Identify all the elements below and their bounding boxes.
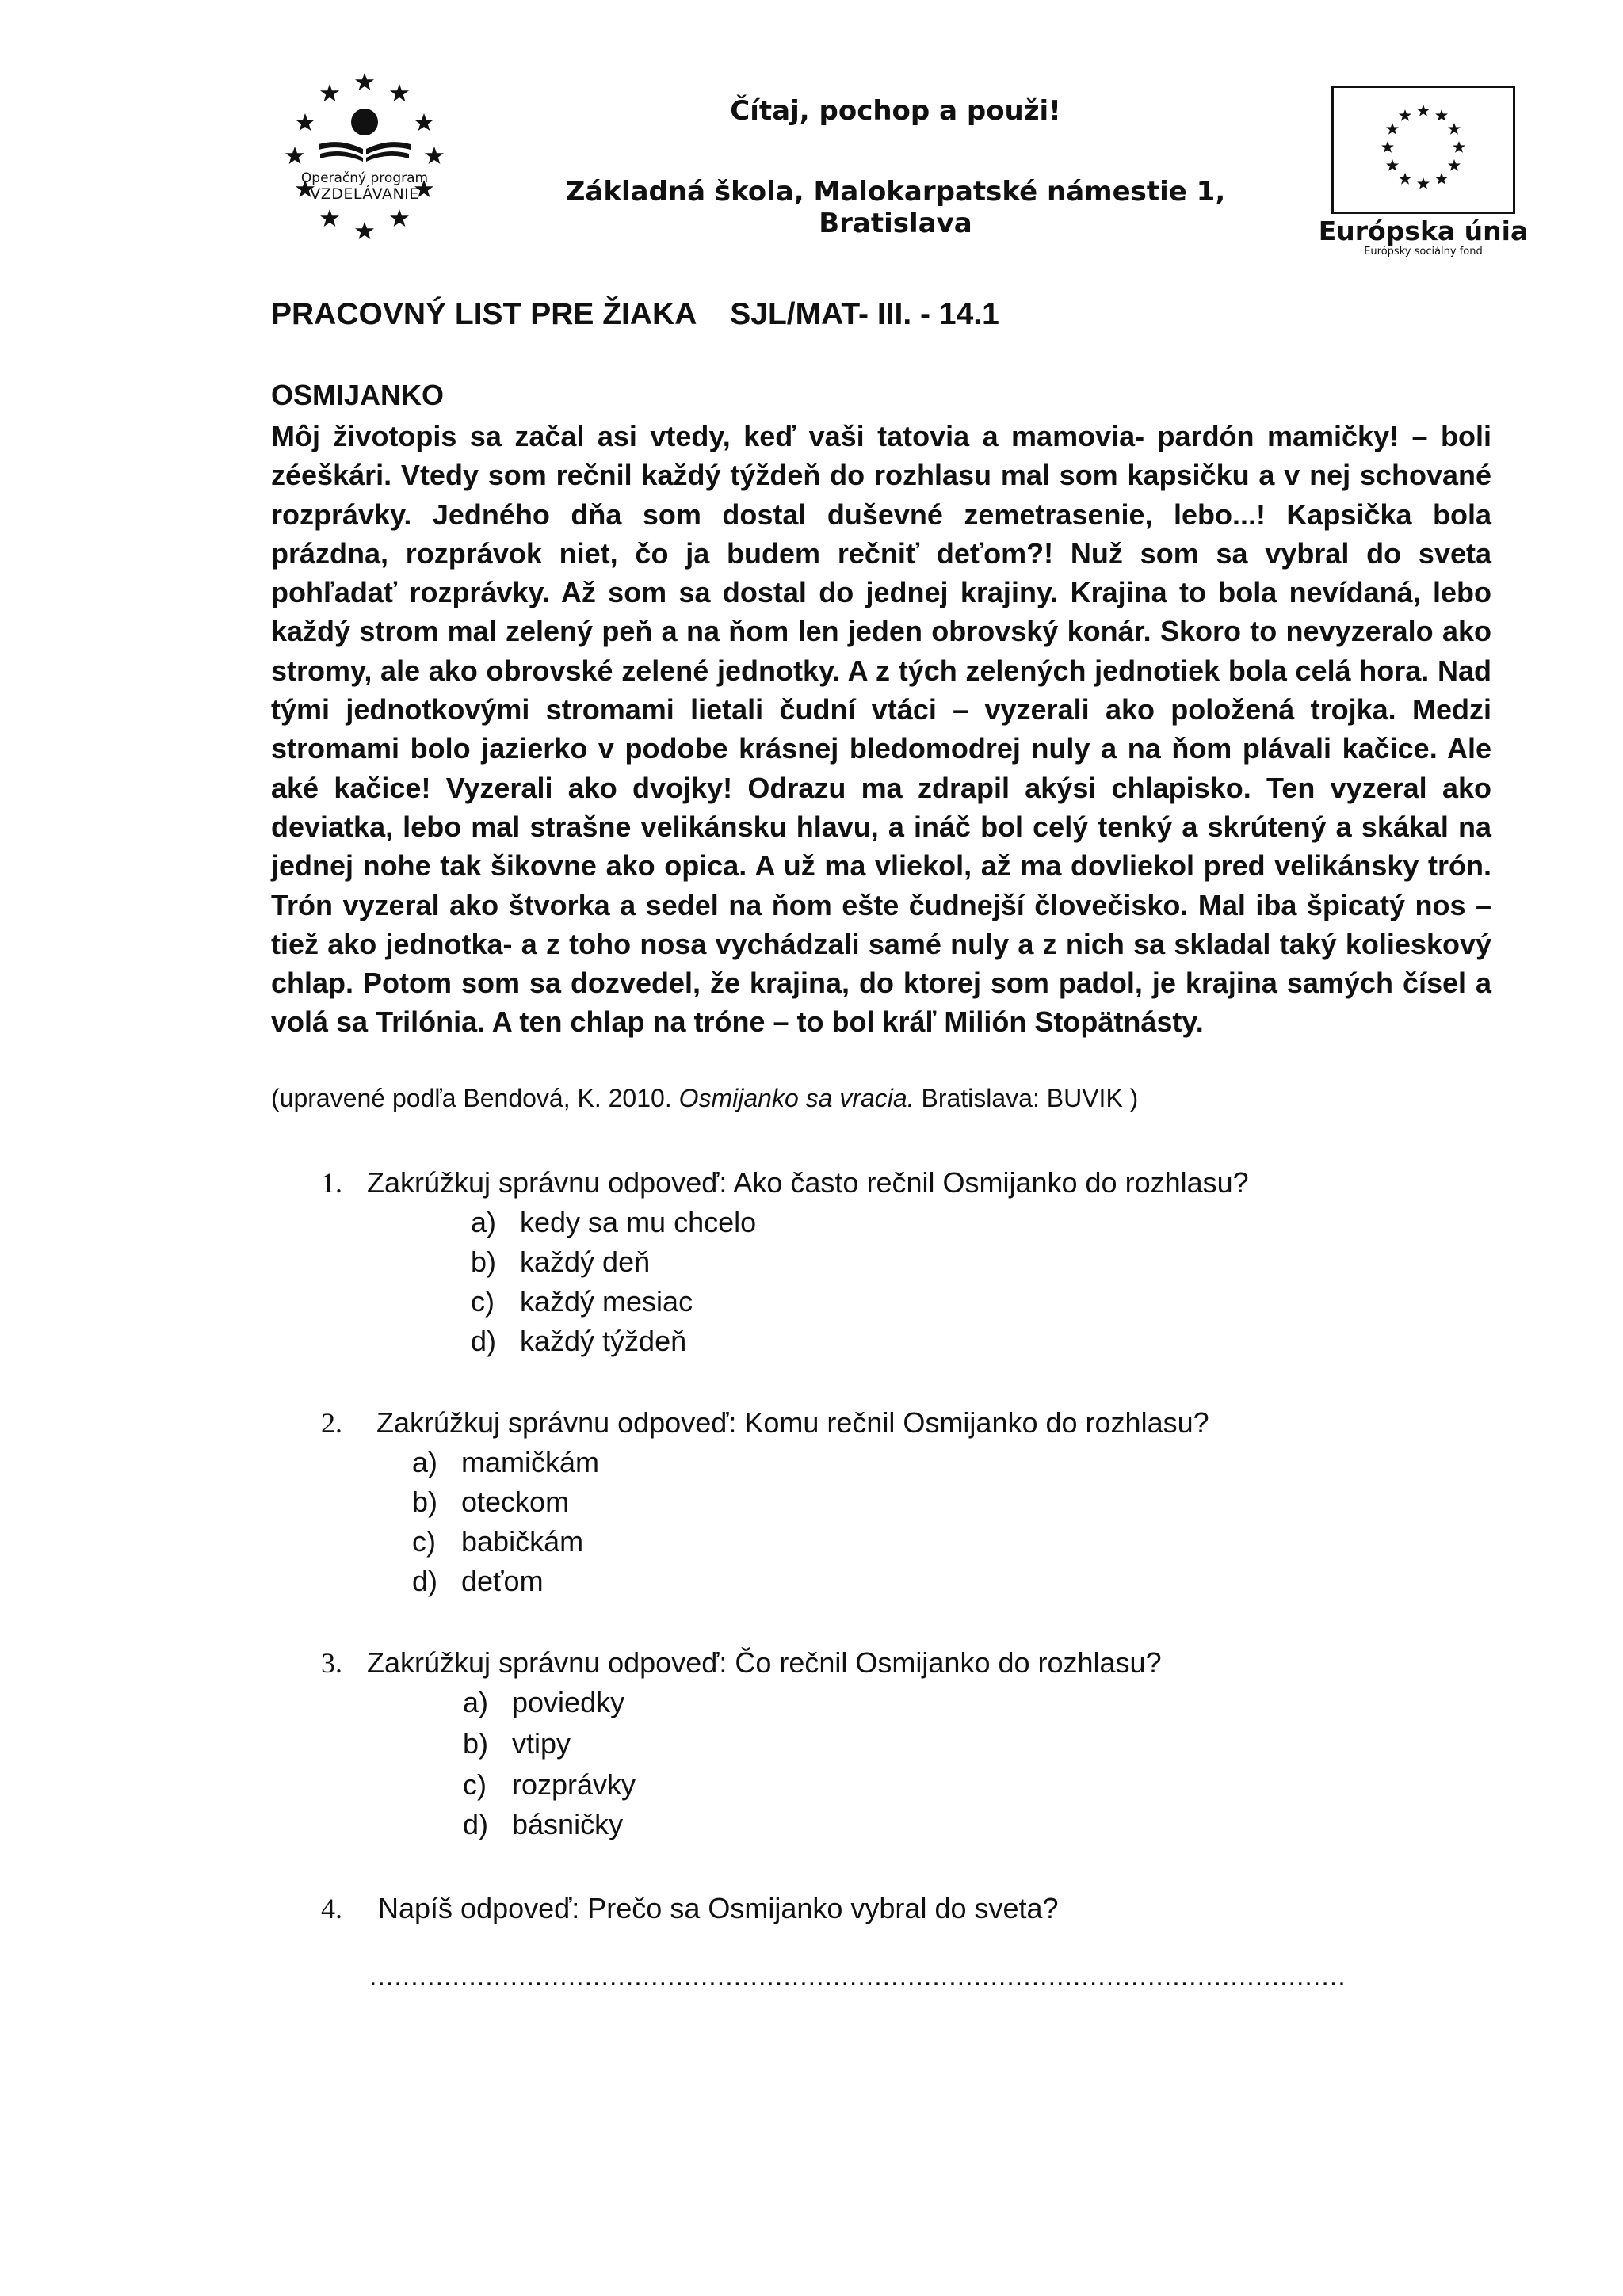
option-letter: a) [463, 1686, 489, 1718]
option-letter: b) [463, 1727, 489, 1760]
school-name: Základná škola, Malokarpatské námestie 1, Bratislava [565, 176, 1226, 239]
option-1a[interactable] [471, 1206, 756, 1239]
option-text: každý mesiac [520, 1285, 693, 1318]
worksheet-title: PRACOVNÝ LIST PRE ŽIAKA SJL/MAT- III. - 14.1 [271, 297, 999, 331]
option-text: rozprávky [512, 1768, 636, 1801]
eu-flag [1331, 86, 1515, 214]
option-2b[interactable] [412, 1486, 569, 1519]
source-prefix: (upravené podľa Bendová, K. 2010. [271, 1084, 679, 1112]
question-1 [321, 1166, 1249, 1199]
question-text: Napíš odpoveď: Prečo sa Osmijanko vybral do sveta? [378, 1892, 1059, 1924]
question-text: Zakrúžkuj správnu odpoveď: Ako často rečnil Osmijanko do rozhlasu? [367, 1166, 1249, 1199]
question-number: 2. [321, 1407, 342, 1439]
question-text: Zakrúžkuj správnu odpoveď: Komu rečnil Osmijanko do rozhlasu? [376, 1406, 1209, 1439]
option-text: babičkám [461, 1525, 584, 1558]
option-text: kedy sa mu chcelo [520, 1206, 757, 1238]
option-text: deťom [461, 1565, 544, 1597]
logo-line-1: Operačný program [300, 170, 429, 186]
eu-subtitle: Európsky sociálny fond [1364, 246, 1483, 257]
option-letter: c) [471, 1285, 495, 1318]
option-letter: a) [471, 1206, 497, 1238]
stars-book-icon [262, 65, 468, 263]
operacny-program-logo [262, 65, 468, 263]
option-1d[interactable] [471, 1325, 686, 1358]
question-2 [321, 1406, 1209, 1440]
option-letter: b) [471, 1245, 497, 1278]
answer-line[interactable]: ...................................................................................................................... [369, 1962, 1346, 1992]
question-number: 4. [321, 1893, 342, 1924]
option-text: každý deň [520, 1245, 651, 1278]
option-text: vtipy [512, 1727, 571, 1760]
logo-line-2: VZDELÁVANIE [310, 185, 419, 203]
option-letter: b) [412, 1486, 438, 1518]
source-book: Osmijanko sa vracia. [678, 1084, 915, 1112]
story-text: Môj životopis sa začal asi vtedy, keď vaši tatovia a mamovia- pardón mamičky! – boli zéeškári. Vtedy som rečnil každý týždeň do rozhlasu mal som kapsičku a v nej schované rozprávky. Jedného dňa som dostal duševné zemetrasenie, lebo...! Kapsička bola prázdna, rozprávok niet, čo ja budem rečniť deťom?! Nuž som sa vybral do sveta pohľadať rozprávky. Až som sa dostal do jednej krajiny. Krajina to bola nevídaná, lebo každý strom mal zelený peň a na ňom len jeden obrovský konár. Skoro to nevyzeralo ako stromy, ale ako obrovské zelené jednotky. A z tých zelených jednotiek bola celá hora. Nad tými jednotkovými stromami lietali čudní vtáci – vyzerali ako položená trojka. Medzi stromami bolo jazierko v podobe krásnej bledomodrej nuly a na ňom plávali kačice. Ale aké kačice! Vyzerali ako dvojky! Odrazu ma zdrapil akýsi chlapisko. Ten vyzeral ako deviatka, lebo mal strašne velikánsku hlavu, a ináč bol celý tenký a skrútený a skákal na jednej nohe tak šikovne ako opica. A už ma vliekol, až ma dovliekol pred velikánsky trón. Trón vyzeral ako štvorka a sedel na ňom ešte čudnejší človečisko. Mal iba špicatý nos – tiež ako jednotka- a z toho nosa vychádzali samé nuly a z nich sa skladal taký kolieskový chlap. Potom som sa dozvedel, že krajina, do ktorej som padol, je krajina samých čísel a volá sa Trilónia. A ten chlap na tróne – to bol kráľ Milión Stopätnásty. [271, 420, 1491, 1039]
option-text: oteckom [461, 1486, 570, 1518]
header-title: Čítaj, pochop a použi! [730, 95, 1061, 127]
question-text: Zakrúžkuj správnu odpoveď: Čo rečnil Osmijanko do rozhlasu? [367, 1646, 1162, 1679]
option-letter: c) [412, 1525, 436, 1558]
option-1c[interactable] [471, 1285, 693, 1318]
option-text: každý týždeň [520, 1325, 687, 1357]
option-1b[interactable] [471, 1245, 650, 1279]
question-4 [321, 1892, 1059, 1925]
option-letter: d) [463, 1808, 489, 1840]
option-text: poviedky [512, 1686, 625, 1718]
option-letter: a) [412, 1446, 438, 1478]
option-2a[interactable] [412, 1446, 599, 1479]
option-2c[interactable] [412, 1525, 583, 1558]
option-letter: c) [463, 1768, 487, 1801]
option-text: mamičkám [461, 1446, 600, 1478]
option-3c[interactable] [463, 1768, 636, 1802]
question-3 [321, 1646, 1162, 1680]
option-letter: d) [471, 1325, 497, 1357]
option-3a[interactable] [463, 1686, 624, 1719]
question-number: 1. [321, 1167, 342, 1199]
option-2d[interactable] [412, 1565, 544, 1598]
source-citation [271, 1084, 1138, 1113]
eu-title: Európska únia [1318, 215, 1529, 246]
question-number: 3. [321, 1647, 342, 1679]
option-letter: d) [412, 1565, 438, 1597]
option-3b[interactable] [463, 1727, 571, 1760]
eu-stars-icon [1334, 88, 1513, 212]
source-suffix: Bratislava: BUVIK ) [914, 1084, 1139, 1112]
story-title: OSMIJANKO [271, 379, 445, 411]
option-3d[interactable] [463, 1808, 623, 1841]
option-text: básničky [512, 1808, 624, 1840]
